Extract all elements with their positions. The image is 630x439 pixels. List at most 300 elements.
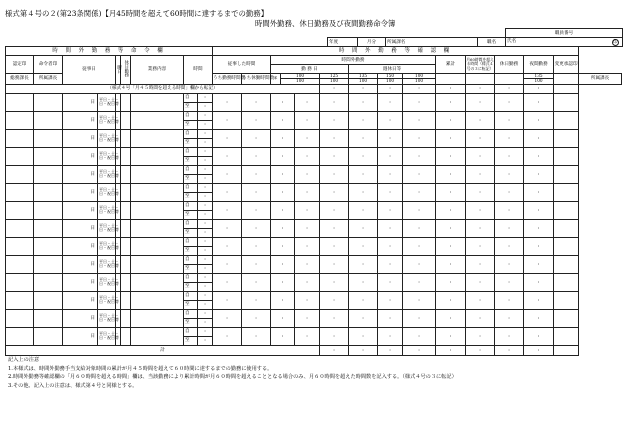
orderer-seal-cell[interactable] [34, 147, 63, 165]
rate-d-cell[interactable]: : [349, 273, 378, 291]
rate-c-cell[interactable]: : [320, 309, 349, 327]
night-cell[interactable]: : [524, 147, 554, 165]
rate-a-cell[interactable]: : [271, 93, 295, 111]
holiday-actual-cell[interactable]: : [242, 111, 271, 129]
total-cell[interactable]: : [436, 201, 466, 219]
holiday-actual-cell[interactable]: : [242, 273, 271, 291]
time-cell[interactable]: : [198, 255, 213, 264]
task-cell[interactable] [131, 129, 184, 147]
task-cell[interactable] [131, 93, 184, 111]
night-cell[interactable]: : [524, 183, 554, 201]
holiday-mark-cell[interactable] [121, 219, 131, 237]
over60-cell[interactable]: : [466, 93, 495, 111]
holiday-actual-cell[interactable]: : [242, 219, 271, 237]
over60-cell[interactable]: : [466, 219, 495, 237]
holiday-mark-cell[interactable] [121, 201, 131, 219]
year-label[interactable]: 年度 [328, 38, 358, 47]
worked-cell[interactable]: : [213, 183, 242, 201]
position-label[interactable]: 職名 [478, 38, 506, 47]
rate-e-cell[interactable]: : [378, 183, 403, 201]
holiday-cell[interactable]: : [495, 237, 524, 255]
rate-a-cell[interactable]: : [271, 327, 295, 345]
change-approval-cell[interactable] [554, 147, 579, 165]
rate-c-cell[interactable]: : [320, 255, 349, 273]
orderer-seal-cell[interactable] [34, 291, 63, 309]
approval-seal-cell[interactable] [6, 129, 34, 147]
weekday-cell[interactable]: 平日・土・ 日・祝日等 [98, 111, 116, 129]
total-cell[interactable]: : [436, 93, 466, 111]
rate-d-cell[interactable]: : [349, 291, 378, 309]
day-cell[interactable]: 日 [63, 201, 98, 219]
over60-cell[interactable]: : [466, 255, 495, 273]
rate-f-cell[interactable]: : [403, 183, 436, 201]
holiday-cell[interactable]: : [495, 129, 524, 147]
holiday-cell[interactable]: : [495, 273, 524, 291]
worked-cell[interactable]: : [213, 309, 242, 327]
time-cell[interactable]: : [198, 228, 213, 237]
rate-e-cell[interactable]: : [378, 237, 403, 255]
rate-c-cell[interactable]: : [320, 201, 349, 219]
holiday-cell[interactable]: : [495, 219, 524, 237]
rate-b-cell[interactable]: : [295, 147, 320, 165]
rate-d-cell[interactable]: : [349, 183, 378, 201]
rate-a-cell[interactable]: : [271, 165, 295, 183]
over60-cell[interactable]: : [466, 201, 495, 219]
task-cell[interactable] [131, 291, 184, 309]
rate-b-cell[interactable]: : [295, 273, 320, 291]
rate-c-cell[interactable]: : [320, 147, 349, 165]
day-cell[interactable]: 日 [63, 255, 98, 273]
rate-c-cell[interactable]: : [320, 93, 349, 111]
holiday-cell[interactable]: : [495, 165, 524, 183]
orderer-seal-cell[interactable] [34, 327, 63, 345]
over60-cell[interactable]: : [466, 309, 495, 327]
time-cell[interactable]: : [198, 318, 213, 327]
day-cell[interactable]: 日 [63, 129, 98, 147]
night-cell[interactable]: : [524, 111, 554, 129]
rate-f-cell[interactable]: : [403, 93, 436, 111]
total-cell[interactable]: : [436, 255, 466, 273]
total-cell[interactable]: : [436, 273, 466, 291]
weekday-cell[interactable]: 平日・土・ 日・祝日等 [98, 309, 116, 327]
rate-d-cell[interactable]: : [349, 255, 378, 273]
holiday-mark-cell[interactable] [121, 291, 131, 309]
rate-e-cell[interactable]: : [378, 147, 403, 165]
day-cell[interactable]: 日 [63, 273, 98, 291]
task-cell[interactable] [131, 201, 184, 219]
total-cell[interactable]: : [436, 219, 466, 237]
rate-c-cell[interactable]: : [320, 291, 349, 309]
change-approval-cell[interactable] [554, 201, 579, 219]
weekday-cell[interactable]: 平日・土・ 日・祝日等 [98, 129, 116, 147]
rate-e-cell[interactable]: : [378, 93, 403, 111]
worked-cell[interactable]: : [213, 129, 242, 147]
worked-cell[interactable]: : [213, 237, 242, 255]
holiday-cell[interactable]: : [495, 93, 524, 111]
rate-d-cell[interactable]: : [349, 93, 378, 111]
time-cell[interactable]: : [198, 327, 213, 336]
rate-c-cell[interactable]: : [320, 129, 349, 147]
rate-c-cell[interactable]: : [320, 111, 349, 129]
rate-a-cell[interactable]: : [271, 147, 295, 165]
change-approval-cell[interactable] [554, 255, 579, 273]
task-cell[interactable] [131, 309, 184, 327]
holiday-actual-cell[interactable]: : [242, 201, 271, 219]
time-cell[interactable]: : [198, 129, 213, 138]
month-label[interactable]: 月分 [358, 38, 386, 47]
approval-seal-cell[interactable] [6, 111, 34, 129]
change-approval-cell[interactable] [554, 273, 579, 291]
weekday-cell[interactable]: 平日・土・ 日・祝日等 [98, 147, 116, 165]
weekday-cell[interactable]: 平日・土・ 日・祝日等 [98, 93, 116, 111]
weekday-cell[interactable]: 平日・土・ 日・祝日等 [98, 273, 116, 291]
holiday-mark-cell[interactable] [121, 309, 131, 327]
holiday-mark-cell[interactable] [121, 111, 131, 129]
time-cell[interactable]: : [198, 237, 213, 246]
holiday-actual-cell[interactable]: : [242, 255, 271, 273]
task-cell[interactable] [131, 183, 184, 201]
task-cell[interactable] [131, 111, 184, 129]
change-approval-cell[interactable] [554, 183, 579, 201]
weekday-cell[interactable]: 平日・土・ 日・祝日等 [98, 219, 116, 237]
time-cell[interactable]: : [198, 273, 213, 282]
rate-e-cell[interactable]: : [378, 309, 403, 327]
task-cell[interactable] [131, 255, 184, 273]
total-cell[interactable]: : [436, 129, 466, 147]
approval-seal-cell[interactable] [6, 327, 34, 345]
holiday-actual-cell[interactable]: : [242, 309, 271, 327]
rate-e-cell[interactable]: : [378, 129, 403, 147]
holiday-mark-cell[interactable] [121, 93, 131, 111]
weekday-cell[interactable]: 平日・土・ 日・祝日等 [98, 201, 116, 219]
orderer-seal-cell[interactable] [34, 273, 63, 291]
rate-f-cell[interactable]: : [403, 237, 436, 255]
rate-f-cell[interactable]: : [403, 327, 436, 345]
total-cell[interactable]: : [436, 237, 466, 255]
rate-f-cell[interactable]: : [403, 219, 436, 237]
night-cell[interactable]: : [524, 309, 554, 327]
holiday-actual-cell[interactable]: : [242, 183, 271, 201]
time-cell[interactable]: : [198, 93, 213, 102]
rate-e-cell[interactable]: : [378, 111, 403, 129]
total-cell[interactable]: : [436, 111, 466, 129]
orderer-seal-cell[interactable] [34, 111, 63, 129]
day-cell[interactable]: 日 [63, 237, 98, 255]
time-cell[interactable]: : [198, 111, 213, 120]
rate-d-cell[interactable]: : [349, 165, 378, 183]
holiday-mark-cell[interactable] [121, 129, 131, 147]
total-cell[interactable]: : [436, 147, 466, 165]
rate-a-cell[interactable]: : [271, 273, 295, 291]
holiday-mark-cell[interactable] [121, 327, 131, 345]
change-approval-cell[interactable] [554, 129, 579, 147]
rate-a-cell[interactable]: : [271, 111, 295, 129]
change-approval-cell[interactable] [554, 111, 579, 129]
day-cell[interactable]: 日 [63, 327, 98, 345]
rate-e-cell[interactable]: : [378, 219, 403, 237]
rate-b-cell[interactable]: : [295, 201, 320, 219]
day-cell[interactable]: 日 [63, 93, 98, 111]
time-cell[interactable]: : [198, 309, 213, 318]
rate-a-cell[interactable]: : [271, 219, 295, 237]
holiday-cell[interactable]: : [495, 255, 524, 273]
approval-seal-cell[interactable] [6, 309, 34, 327]
day-cell[interactable]: 日 [63, 147, 98, 165]
approval-seal-cell[interactable] [6, 183, 34, 201]
rate-b-cell[interactable]: : [295, 237, 320, 255]
holiday-cell[interactable]: : [495, 309, 524, 327]
rate-d-cell[interactable]: : [349, 219, 378, 237]
rate-a-cell[interactable]: : [271, 255, 295, 273]
holiday-mark-cell[interactable] [121, 147, 131, 165]
rate-d-cell[interactable]: : [349, 129, 378, 147]
worked-cell[interactable]: : [213, 201, 242, 219]
over60-cell[interactable]: : [466, 237, 495, 255]
orderer-seal-cell[interactable] [34, 201, 63, 219]
rate-a-cell[interactable]: : [271, 309, 295, 327]
carry-over-row: （様式４号「月４５時間を超える時間」欄から転記） [6, 84, 320, 93]
time-cell[interactable]: : [198, 165, 213, 174]
orderer-seal-cell[interactable] [34, 237, 63, 255]
orderer-seal-cell[interactable] [34, 255, 63, 273]
holiday-cell[interactable]: : [495, 327, 524, 345]
time-cell[interactable]: : [198, 120, 213, 129]
day-cell[interactable]: 日 [63, 291, 98, 309]
holiday-actual-cell[interactable]: : [242, 93, 271, 111]
rate-f-cell[interactable]: : [403, 309, 436, 327]
total-cell[interactable]: : [436, 165, 466, 183]
orderer-seal-cell[interactable] [34, 165, 63, 183]
worked-cell[interactable]: : [213, 93, 242, 111]
time-cell[interactable]: : [198, 282, 213, 291]
night-cell[interactable]: : [524, 327, 554, 345]
time-cell[interactable]: : [198, 210, 213, 219]
night-cell[interactable]: : [524, 219, 554, 237]
rate-f-cell[interactable]: : [403, 291, 436, 309]
holiday-cell[interactable]: : [495, 147, 524, 165]
worked-cell[interactable]: : [213, 327, 242, 345]
rate-c-cell[interactable]: : [320, 237, 349, 255]
holiday-actual-cell[interactable]: : [242, 291, 271, 309]
holiday-actual-cell[interactable]: : [242, 327, 271, 345]
time-cell[interactable]: : [198, 192, 213, 201]
time-cell[interactable]: : [198, 183, 213, 192]
rate-c-cell[interactable]: : [320, 165, 349, 183]
orderer-seal-cell[interactable] [34, 309, 63, 327]
holiday-actual-cell[interactable]: : [242, 129, 271, 147]
change-approval-cell[interactable] [554, 291, 579, 309]
change-approval-cell[interactable] [554, 93, 579, 111]
day-cell[interactable]: 日 [63, 165, 98, 183]
night-cell[interactable]: : [524, 93, 554, 111]
over60-cell[interactable]: : [466, 291, 495, 309]
task-cell[interactable] [131, 147, 184, 165]
total-cell[interactable]: : [436, 291, 466, 309]
holiday-cell[interactable]: : [495, 201, 524, 219]
night-cell[interactable]: : [524, 255, 554, 273]
night-cell[interactable]: : [524, 237, 554, 255]
rate-f-cell[interactable]: : [403, 147, 436, 165]
holiday-mark-cell[interactable] [121, 183, 131, 201]
night-cell[interactable]: : [524, 165, 554, 183]
day-cell[interactable]: 日 [63, 219, 98, 237]
rate-a-cell[interactable]: : [271, 291, 295, 309]
rate-c-cell[interactable]: : [320, 273, 349, 291]
time-cell[interactable]: : [198, 264, 213, 273]
worked-cell[interactable]: : [213, 273, 242, 291]
over60-cell[interactable]: : [466, 327, 495, 345]
rate-d-cell[interactable]: : [349, 201, 378, 219]
rate-b-cell[interactable]: : [295, 219, 320, 237]
rate-e-cell[interactable]: : [378, 291, 403, 309]
rate-e-cell[interactable]: : [378, 201, 403, 219]
weekday-cell[interactable]: 平日・土・ 日・祝日等 [98, 237, 116, 255]
holiday-cell[interactable]: : [495, 291, 524, 309]
over60-cell[interactable]: : [466, 183, 495, 201]
total-cell[interactable]: : [436, 327, 466, 345]
over60-cell[interactable]: : [466, 273, 495, 291]
time-cell[interactable]: : [198, 300, 213, 309]
holiday-cell[interactable]: : [495, 111, 524, 129]
holiday-actual-cell[interactable]: : [242, 147, 271, 165]
holiday-mark-cell[interactable] [121, 165, 131, 183]
task-cell[interactable] [131, 327, 184, 345]
time-cell[interactable]: : [198, 336, 213, 345]
department-label[interactable]: 所属課名 [386, 38, 478, 47]
night-cell[interactable]: : [524, 291, 554, 309]
over60-cell[interactable]: : [466, 165, 495, 183]
rate-f-cell[interactable]: : [403, 129, 436, 147]
approval-seal-cell[interactable] [6, 291, 34, 309]
rate-a-cell[interactable]: : [271, 201, 295, 219]
rate-b-cell[interactable]: : [295, 255, 320, 273]
approval-seal-cell[interactable] [6, 165, 34, 183]
holiday-actual-cell[interactable]: : [242, 237, 271, 255]
rate-b-cell[interactable]: : [295, 93, 320, 111]
holiday-mark-cell[interactable] [121, 273, 131, 291]
rate-f-cell[interactable]: : [403, 255, 436, 273]
rate-d-cell[interactable]: : [349, 327, 378, 345]
change-approval-cell[interactable] [554, 165, 579, 183]
approval-seal-cell[interactable] [6, 273, 34, 291]
rate-c-cell[interactable]: : [320, 219, 349, 237]
rate-b-cell[interactable]: : [295, 111, 320, 129]
rate-d-cell[interactable]: : [349, 309, 378, 327]
time-cell[interactable]: : [198, 156, 213, 165]
rate-b-cell[interactable]: : [295, 183, 320, 201]
orderer-seal-cell[interactable] [34, 183, 63, 201]
weekday-cell[interactable]: 平日・土・ 日・祝日等 [98, 327, 116, 345]
rate-e-cell[interactable]: : [378, 165, 403, 183]
weekday-cell[interactable]: 平日・土・ 日・祝日等 [98, 255, 116, 273]
orderer-seal-cell[interactable] [34, 93, 63, 111]
time-cell[interactable]: : [198, 147, 213, 156]
day-cell[interactable]: 日 [63, 111, 98, 129]
over60-cell[interactable]: : [466, 129, 495, 147]
task-cell[interactable] [131, 165, 184, 183]
rate-c-cell[interactable]: : [320, 183, 349, 201]
task-cell[interactable] [131, 219, 184, 237]
worked-cell[interactable]: : [213, 219, 242, 237]
time-cell[interactable]: : [198, 138, 213, 147]
rate-e-cell[interactable]: : [378, 273, 403, 291]
weekday-cell[interactable]: 平日・土・ 日・祝日等 [98, 291, 116, 309]
time-cell[interactable]: : [198, 219, 213, 228]
time-cell[interactable]: : [198, 291, 213, 300]
rate-d-cell[interactable]: : [349, 237, 378, 255]
rate-d-cell[interactable]: : [349, 111, 378, 129]
over60-cell[interactable]: : [466, 147, 495, 165]
rate-a-cell[interactable]: : [271, 237, 295, 255]
weekday-cell[interactable]: 平日・土・ 日・祝日等 [98, 183, 116, 201]
over60-cell[interactable]: : [466, 111, 495, 129]
worked-cell[interactable]: : [213, 165, 242, 183]
approval-seal-cell[interactable] [6, 219, 34, 237]
worked-cell[interactable]: : [213, 111, 242, 129]
task-cell[interactable] [131, 273, 184, 291]
change-approval-cell[interactable] [554, 309, 579, 327]
holiday-actual-cell[interactable]: : [242, 165, 271, 183]
time-cell[interactable]: : [198, 102, 213, 111]
rate-f-cell[interactable]: : [403, 111, 436, 129]
rate-e-cell[interactable]: : [378, 327, 403, 345]
rate-f-cell[interactable]: : [403, 165, 436, 183]
holiday-cell[interactable]: : [495, 183, 524, 201]
orderer-seal-cell[interactable] [34, 129, 63, 147]
rate-e-cell[interactable]: : [378, 255, 403, 273]
rate-f-cell[interactable]: : [403, 201, 436, 219]
rate-a-cell[interactable]: : [271, 183, 295, 201]
orderer-seal-cell[interactable] [34, 219, 63, 237]
approval-seal-cell[interactable] [6, 237, 34, 255]
rate-b-cell[interactable]: : [295, 129, 320, 147]
to-label: 至 [184, 102, 198, 111]
day-cell[interactable]: 日 [63, 309, 98, 327]
rate-a-cell[interactable]: : [271, 129, 295, 147]
change-approval-cell[interactable] [554, 237, 579, 255]
approval-seal-cell[interactable] [6, 201, 34, 219]
worked-cell[interactable]: : [213, 255, 242, 273]
rate-b-cell[interactable]: : [295, 309, 320, 327]
worked-cell[interactable]: : [213, 291, 242, 309]
task-cell[interactable] [131, 237, 184, 255]
rate-b-cell[interactable]: : [295, 165, 320, 183]
change-approval-cell[interactable] [554, 327, 579, 345]
time-cell[interactable]: : [198, 201, 213, 210]
rate-b-cell[interactable]: : [295, 291, 320, 309]
night-cell[interactable]: : [524, 201, 554, 219]
night-cell[interactable]: : [524, 273, 554, 291]
worked-cell[interactable]: : [213, 147, 242, 165]
weekday-cell[interactable]: 平日・土・ 日・祝日等 [98, 165, 116, 183]
time-cell[interactable]: : [198, 174, 213, 183]
total-cell[interactable]: : [436, 309, 466, 327]
rate-b-cell[interactable]: : [295, 327, 320, 345]
approval-seal-cell[interactable] [6, 255, 34, 273]
change-approval-cell[interactable] [554, 219, 579, 237]
total-cell[interactable]: : [436, 183, 466, 201]
approval-seal-cell[interactable] [6, 93, 34, 111]
day-cell[interactable]: 日 [63, 183, 98, 201]
holiday-mark-cell[interactable] [121, 237, 131, 255]
approval-seal-cell[interactable] [6, 147, 34, 165]
time-cell[interactable]: : [198, 246, 213, 255]
night-cell[interactable]: : [524, 129, 554, 147]
rate-f-cell[interactable]: : [403, 273, 436, 291]
rate-d-cell[interactable]: : [349, 147, 378, 165]
rate-c-cell[interactable]: : [320, 327, 349, 345]
holiday-mark-cell[interactable] [121, 255, 131, 273]
